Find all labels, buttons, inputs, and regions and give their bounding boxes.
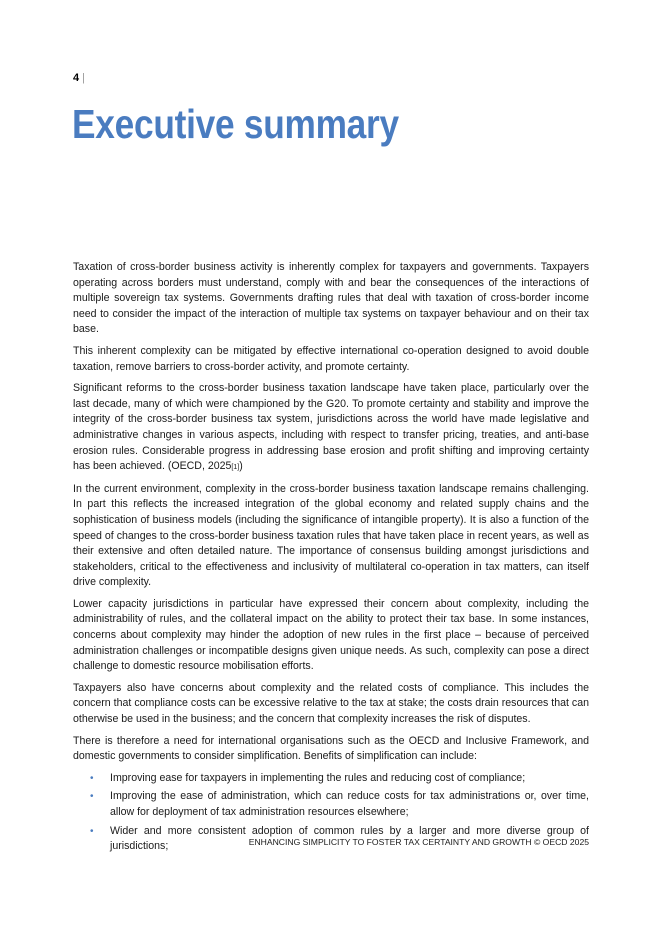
paragraph: This inherent complexity can be mitigated by effective international co-operation designed to avoid double taxation, remove barriers to cross-border activity, and promote certainty. [73, 344, 589, 373]
page-title: Executive summary [72, 101, 399, 147]
list-item-text: Improving the ease of administration, which can reduce costs for tax administrations or, over time, allow for deployment of tax administration resources elsewhere; [110, 790, 589, 818]
page-footer: ENHANCING SIMPLICITY TO FOSTER TAX CERTAINTY AND GROWTH © OECD 2025 [248, 837, 589, 847]
page-number [73, 72, 85, 84]
citation-close: ) [239, 460, 243, 473]
list-item-text: Wider and more consistent adoption of common rules by a larger and more diverse group of jurisdictions; [110, 824, 589, 853]
citation-link[interactable]: [1] [231, 464, 240, 472]
list-item-text: Improving ease for taxpayers in implementing the rules and reducing cost of compliance; [110, 771, 526, 784]
list-item [73, 771, 589, 787]
list-item [73, 789, 589, 820]
paragraph: Taxpayers also have concerns about complexity and the related costs of compliance. This includes the concern that compliance costs can be excessive relative to the tax at stake; the costs drain resources that can otherwise be used in the business; and the concern that complexity increases the risk of disputes. [73, 681, 589, 726]
paragraph: Taxation of cross-border business activity is inherently complex for taxpayers and governments. Taxpayers operating across borders must understand, comply with and bear the consequences of the interactions of multiple sovereign tax systems. Governments drafting rules that deal with taxation of cross-border income need to consider the impact of the interaction of multiple tax systems on taxpayer behaviour and on their tax base. [73, 261, 589, 336]
paragraph-text: Significant reforms to the cross-border business taxation landscape have taken place, particularly over the last decade, many of which were championed by the G20. To promote certainty and stability and improve the integrity of the cross-border business tax system, jurisdictions across the world have made legislative and administrative changes in various aspects, including with respect to transfer pricing, treaties, and anti-base erosion rules. Considerable progress in addressing base erosion and profit shifting and improving certainty has been achieved. (OECD, 2025 [73, 382, 589, 473]
paragraph: In the current environment, complexity in the cross-border business taxation landscape remains challenging. In part this reflects the increased integration of the global economy and related supply chains and the sophistication of business models (including the significance of intangible property). It is also a function of the speed of changes to the cross-border business taxation rules that have taken place in recent years, as well as their extensive and often detailed nature. The importance of consensus building amongst jurisdictions and stakeholders, critical to the effectiveness and inclusivity of multilateral co-operation in tax matters, can itself drive complexity. [73, 482, 589, 589]
paragraph: There is therefore a need for international organisations such as the OECD and Inclusive Framework, and domestic governments to consider simplification. Benefits of simplification can include: [73, 734, 589, 763]
page-separator: | [82, 72, 85, 84]
page-number-value: 4 [73, 72, 80, 84]
bullet-icon: • [90, 791, 94, 803]
bullet-icon: • [90, 825, 94, 837]
paragraph: Lower capacity jurisdictions in particular have expressed their concern about complexity, including the administrability of rules, and the collateral impact on the ability to protect their tax base. In some instances, concerns about complexity may hinder the adoption of new rules in the first place – because of perceived administration challenges or incompatible designs given unique needs. As such, complexity can pose a direct challenge to domestic resource mobilisation efforts. [73, 597, 589, 673]
bullet-icon: • [90, 772, 94, 784]
paragraph [73, 381, 589, 476]
document-body [73, 260, 589, 858]
